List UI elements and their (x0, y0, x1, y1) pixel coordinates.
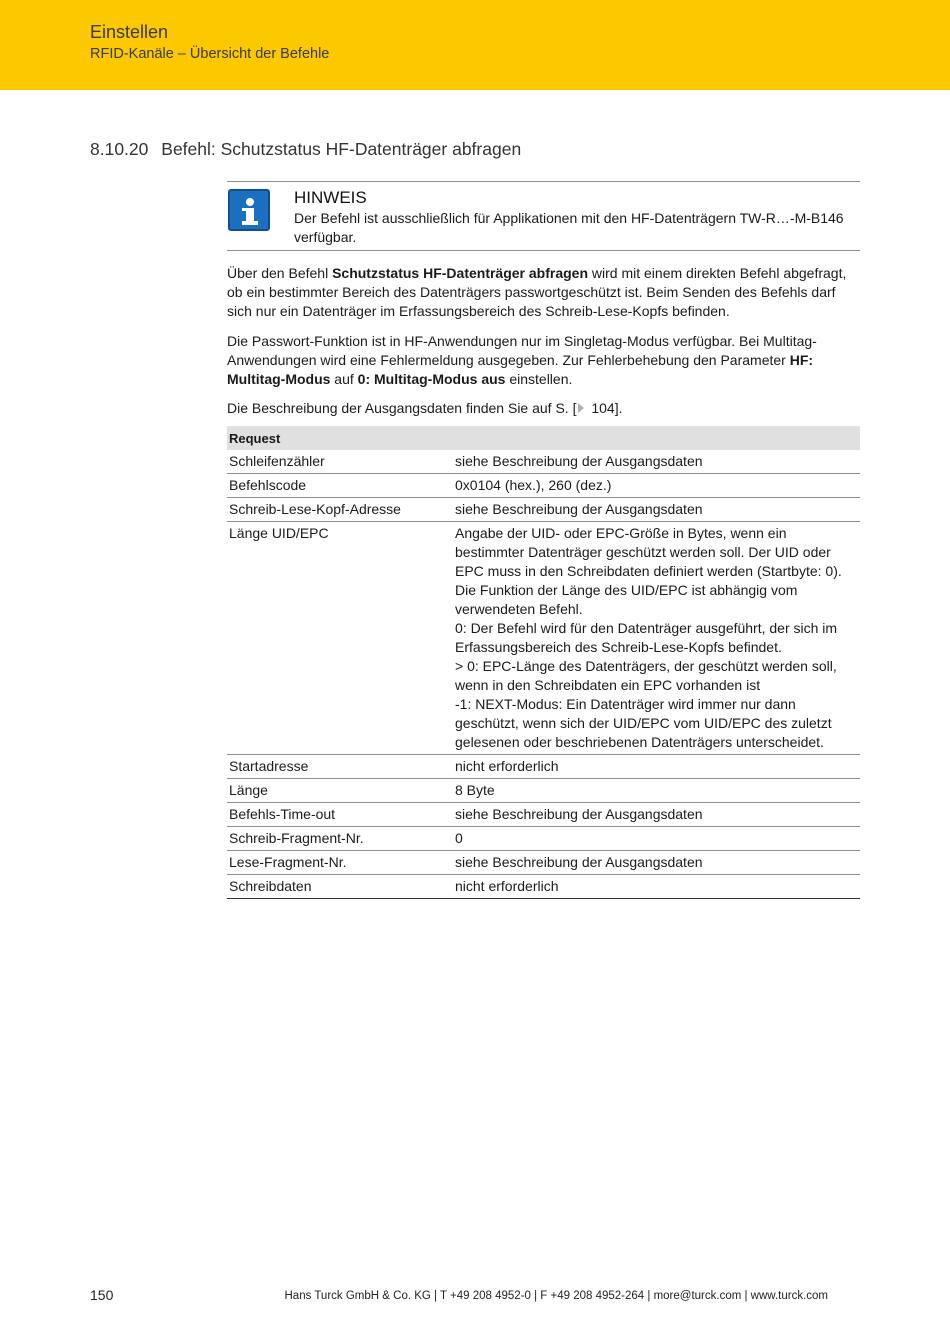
bold-parameter: HF: Multitag-Modus (227, 352, 814, 387)
table-row (227, 851, 860, 875)
param-name: Schleifenzähler (227, 450, 453, 474)
section-title: Befehl: Schutzstatus HF-Datenträger abfragen (161, 139, 522, 159)
table-row (227, 875, 860, 899)
param-name: Schreib-Fragment-Nr. (227, 827, 453, 851)
table-row (227, 827, 860, 851)
param-value: nicht erforderlich (453, 875, 860, 899)
table-row (227, 803, 860, 827)
bold-command-name: Schutzstatus HF-Datenträger abfragen (332, 265, 589, 281)
param-value: 0 (453, 827, 860, 851)
text-run: auf (330, 371, 358, 387)
text-run: Über den Befehl (227, 265, 333, 281)
request-table (227, 426, 860, 899)
table-row (227, 522, 860, 755)
param-value-line: Angabe der UID- oder EPC-Größe in Bytes, wenn ein bestimmter Datenträger geschützt werden soll. Der UID oder EPC muss in den Schreibdaten definiert werden (Startbyte: 0). Die Funktion der Länge des UID/EPC ist abhängig vom verwendeten Befehl. (455, 525, 842, 617)
param-value: 8 Byte (453, 779, 860, 803)
page-reference-link[interactable]: 104 (587, 400, 615, 416)
info-icon (228, 189, 270, 231)
table-row (227, 755, 860, 779)
page-number: 150 (90, 1287, 114, 1303)
text-run: ]. (614, 400, 623, 416)
param-value (453, 522, 860, 755)
notice-text: Der Befehl ist ausschließlich für Applikationen mit den HF-Datenträgern TW-R…-M-B146 verfügbar. (294, 210, 844, 245)
param-value: siehe Beschreibung der Ausgangsdaten (453, 498, 860, 522)
text-run: einstellen. (505, 371, 573, 387)
table-header: Request (227, 426, 860, 450)
paragraph-intro (227, 264, 860, 321)
paragraph-reference (227, 399, 860, 418)
param-value-line: -1: NEXT-Modus: Ein Datenträger wird immer nur dann geschützt, wenn sich der UID/EPC vom UID/EPC des zuletzt gelesenen oder beschriebenen Datenträgers unterscheidet. (455, 696, 832, 750)
page-ref-arrow-icon (578, 403, 584, 413)
notice-heading: HINWEIS (294, 188, 367, 207)
param-value: siehe Beschreibung der Ausgangsdaten (453, 803, 860, 827)
text-run: wird mit einem direkten Befehl abgefragt, ob ein bestimmter Bereich des Datenträgers passwortgeschützt ist. Beim Senden des Befehls darf sich nur ein Datenträger im Erfassungsbereich des Schreib-Lese-Kopfs befinden. (227, 265, 847, 319)
param-name: Befehls-Time-out (227, 803, 453, 827)
notice-box (227, 181, 860, 251)
param-name: Befehlscode (227, 474, 453, 498)
param-name: Schreib-Lese-Kopf-Adresse (227, 498, 453, 522)
footer-company: Hans Turck GmbH & Co. KG | T +49 208 4952-0 | F +49 208 4952-264 | more@turck.com | www.turck.com (284, 1290, 828, 1302)
section-heading (90, 139, 521, 160)
bold-value: 0: Multitag-Modus aus (357, 371, 506, 387)
table-row (227, 498, 860, 522)
text-run: Die Passwort-Funktion ist in HF-Anwendungen nur im Singletag-Modus verfügbar. Bei Multitag-Anwendungen wird eine Fehlermeldung ausgegeben. Zur Fehlerbehebung den Parameter (227, 333, 817, 368)
param-value-line: > 0: EPC-Länge des Datenträgers, der geschützt werden soll, wenn in den Schreibdaten ein EPC vorhanden ist (455, 658, 837, 693)
table-row (227, 779, 860, 803)
header-title: Einstellen (90, 22, 169, 42)
page-header (0, 0, 950, 90)
param-name: Länge (227, 779, 453, 803)
param-value: siehe Beschreibung der Ausgangsdaten (453, 851, 860, 875)
text-run: Die Beschreibung der Ausgangsdaten finden Sie auf S. [ (227, 400, 577, 416)
param-value: siehe Beschreibung der Ausgangsdaten (453, 450, 860, 474)
paragraph-password (227, 332, 860, 389)
param-value: 0x0104 (hex.), 260 (dez.) (453, 474, 860, 498)
param-name: Länge UID/EPC (227, 522, 453, 755)
param-name: Startadresse (227, 755, 453, 779)
header-subtitle: RFID-Kanäle – Übersicht der Befehle (90, 46, 330, 62)
table-row (227, 474, 860, 498)
table-row (227, 450, 860, 474)
section-number: 8.10.20 (90, 139, 149, 159)
param-value: nicht erforderlich (453, 755, 860, 779)
param-value-line: 0: Der Befehl wird für den Datenträger ausgeführt, der sich im Erfassungsbereich des Schreib-Lese-Kopfs befindet. (455, 620, 838, 655)
param-name: Schreibdaten (227, 875, 453, 899)
param-name: Lese-Fragment-Nr. (227, 851, 453, 875)
